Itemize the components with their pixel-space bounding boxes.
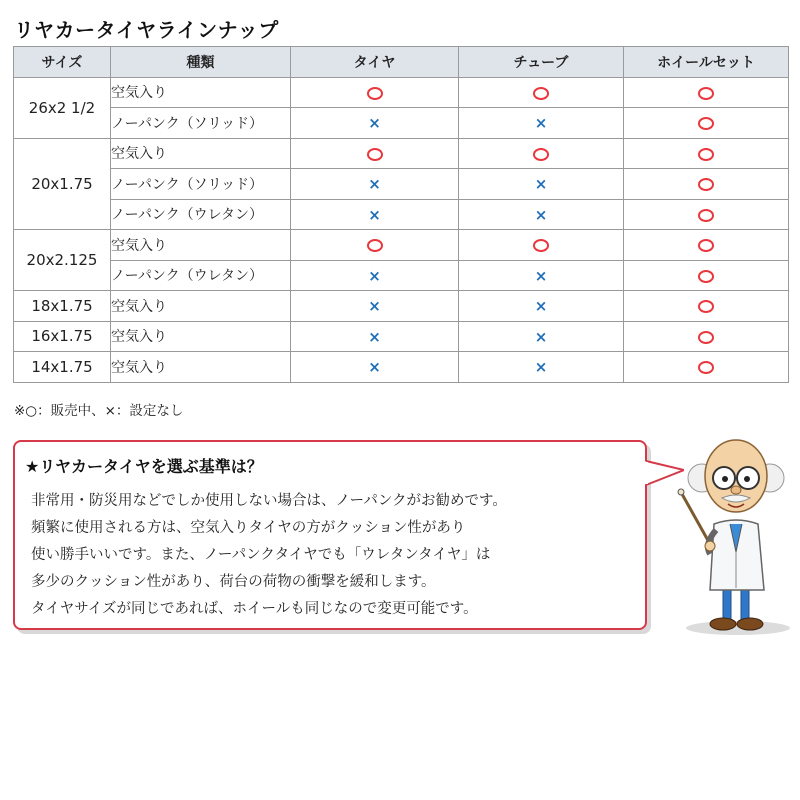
tire-size-cell: 18x1.75: [14, 291, 111, 322]
tire-type-cell: 空気入り: [111, 77, 291, 108]
available-circle-icon: [533, 239, 549, 252]
tire-type-cell: 空気入り: [111, 230, 291, 261]
tire-availability-cell: [291, 77, 459, 108]
table-row: [14, 199, 789, 230]
tube-availability-cell: [459, 321, 624, 352]
wheel-availability-cell: [624, 169, 789, 200]
tire-size-cell: 14x1.75: [14, 352, 111, 383]
tire-availability-cell: [291, 108, 459, 139]
unavailable-cross-icon: ×: [368, 297, 381, 316]
wheel-availability-cell: [624, 352, 789, 383]
tube-availability-cell: [459, 108, 624, 139]
table-row: [14, 169, 789, 200]
table-row: [14, 108, 789, 139]
tire-availability-cell: [291, 291, 459, 322]
tube-availability-cell: [459, 169, 624, 200]
unavailable-cross-icon: ×: [534, 327, 548, 346]
table-row: [14, 352, 789, 383]
unavailable-cross-icon: ×: [368, 114, 381, 133]
tube-availability-cell: [459, 77, 624, 108]
professor-mascot-icon: [666, 432, 796, 637]
available-circle-icon: [698, 178, 714, 191]
tube-availability-cell: [459, 291, 624, 322]
tube-availability-cell: [459, 260, 624, 291]
unavailable-cross-icon: ×: [368, 327, 381, 346]
available-circle-icon: [698, 87, 714, 100]
available-circle-icon: [698, 239, 714, 252]
wheel-availability-cell: [624, 230, 789, 261]
tire-type-cell: ノーパンク（ウレタン）: [111, 260, 291, 291]
tire-lineup-table: [13, 46, 789, 383]
unavailable-cross-icon: ×: [534, 205, 548, 224]
wheel-availability-cell: [624, 138, 789, 169]
advice-box: [13, 440, 647, 630]
wheel-availability-cell: [624, 321, 789, 352]
unavailable-cross-icon: ×: [534, 266, 548, 285]
advice-line: 頻繁に使用される方は、空気入りタイヤの方がクッション性があり: [31, 520, 466, 536]
advice-line: 使い勝手いいです。また、ノーパンクタイヤでも「ウレタンタイヤ」は: [31, 547, 491, 563]
tube-availability-cell: [459, 352, 624, 383]
tire-availability-cell: [291, 260, 459, 291]
header-wheel-set: ホイールセット: [624, 47, 789, 78]
wheel-availability-cell: [624, 291, 789, 322]
tire-availability-cell: [291, 199, 459, 230]
unavailable-cross-icon: ×: [368, 266, 381, 285]
table-row: [14, 260, 789, 291]
tire-type-cell: ノーパンク（ウレタン）: [111, 199, 291, 230]
wheel-availability-cell: [624, 260, 789, 291]
tube-availability-cell: [459, 199, 624, 230]
available-circle-icon: [698, 117, 714, 130]
wheel-availability-cell: [624, 77, 789, 108]
tire-size-cell: 26x2 1/2: [14, 77, 111, 138]
tire-availability-cell: [291, 169, 459, 200]
table-row: [14, 291, 789, 322]
available-circle-icon: [698, 148, 714, 161]
tire-type-cell: 空気入り: [111, 138, 291, 169]
unavailable-cross-icon: ×: [534, 175, 548, 194]
unavailable-cross-icon: ×: [534, 358, 548, 377]
tire-type-cell: ノーパンク（ソリッド）: [111, 169, 291, 200]
tire-type-cell: 空気入り: [111, 352, 291, 383]
advice-line: 非常用・防災用などでしか使用しない場合は、ノーパンクがお勧めです。: [31, 493, 507, 509]
header-tire: タイヤ: [291, 47, 459, 78]
legend-note: ※○：販売中、×：設定なし: [14, 403, 184, 419]
unavailable-cross-icon: ×: [368, 205, 381, 224]
tire-availability-cell: [291, 138, 459, 169]
available-circle-icon: [533, 87, 549, 100]
available-circle-icon: [698, 361, 714, 374]
available-circle-icon: [698, 209, 714, 222]
advice-line: 多少のクッション性があり、荷台の荷物の衝撃を緩和します。: [31, 574, 436, 590]
unavailable-cross-icon: ×: [368, 358, 381, 377]
header-type: 種類: [111, 47, 291, 78]
available-circle-icon: [367, 148, 383, 161]
table-row: [14, 77, 789, 108]
advice-line: タイヤサイズが同じであれば、ホイールも同じなので変更可能です。: [31, 601, 478, 617]
tire-size-cell: 16x1.75: [14, 321, 111, 352]
tire-size-cell: 20x2.125: [14, 230, 111, 291]
table-row: [14, 138, 789, 169]
wheel-availability-cell: [624, 199, 789, 230]
table-row: [14, 230, 789, 261]
tube-availability-cell: [459, 230, 624, 261]
tire-availability-cell: [291, 230, 459, 261]
available-circle-icon: [698, 331, 714, 344]
tire-availability-cell: [291, 321, 459, 352]
wheel-availability-cell: [624, 108, 789, 139]
unavailable-cross-icon: ×: [534, 114, 548, 133]
available-circle-icon: [698, 300, 714, 313]
tire-type-cell: ノーパンク（ソリッド）: [111, 108, 291, 139]
unavailable-cross-icon: ×: [368, 175, 381, 194]
header-size: サイズ: [14, 47, 111, 78]
available-circle-icon: [367, 87, 383, 100]
table-body: [14, 77, 789, 382]
page-title: リヤカータイヤラインナップ: [14, 18, 279, 42]
tire-type-cell: 空気入り: [111, 321, 291, 352]
advice-title: ★リヤカータイヤを選ぶ基準は？: [25, 457, 263, 476]
available-circle-icon: [698, 270, 714, 283]
header-tube: チューブ: [459, 47, 624, 78]
tire-availability-cell: [291, 352, 459, 383]
available-circle-icon: [367, 239, 383, 252]
tube-availability-cell: [459, 138, 624, 169]
unavailable-cross-icon: ×: [534, 297, 548, 316]
tire-size-cell: 20x1.75: [14, 138, 111, 230]
available-circle-icon: [533, 148, 549, 161]
table-row: [14, 321, 789, 352]
table-header-row: [14, 47, 789, 78]
tire-type-cell: 空気入り: [111, 291, 291, 322]
